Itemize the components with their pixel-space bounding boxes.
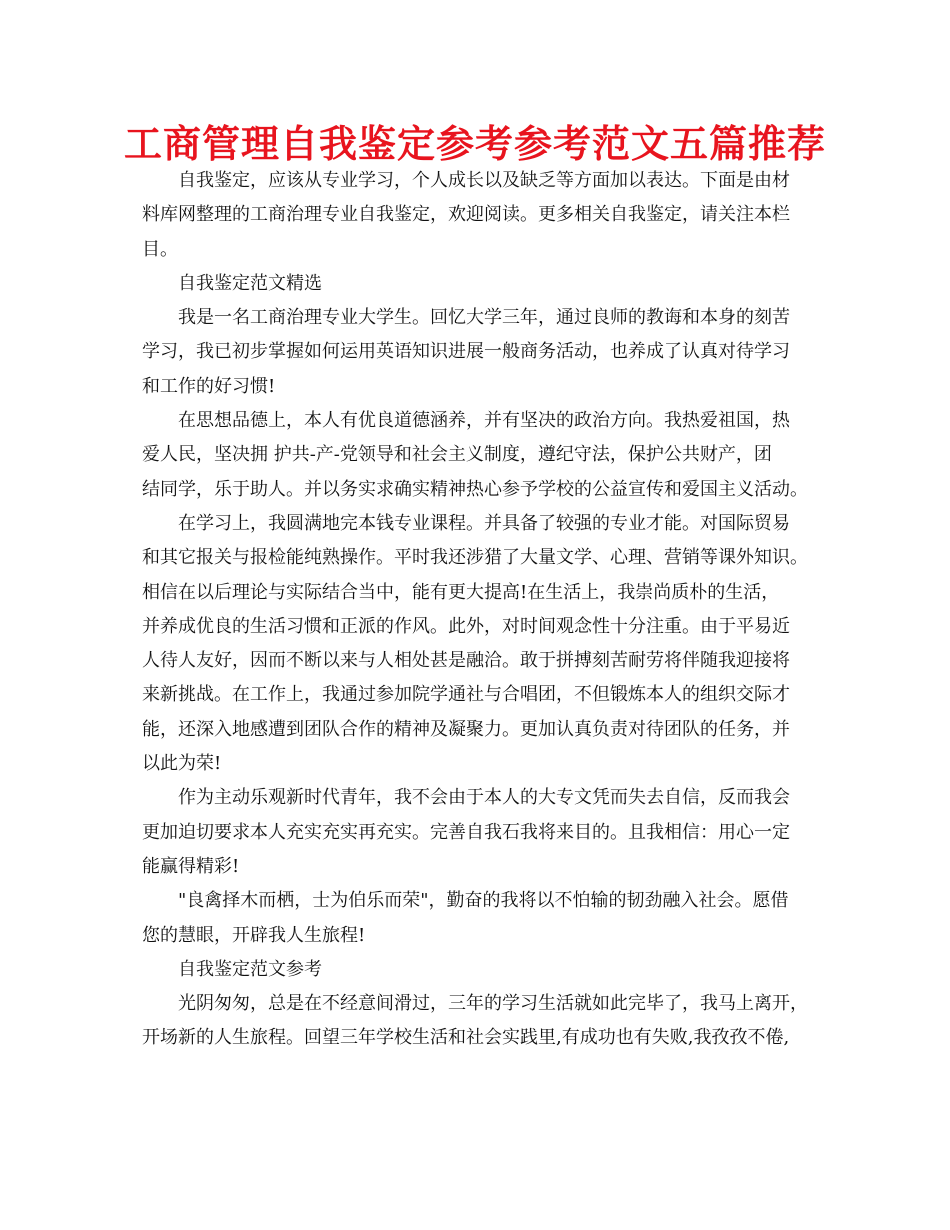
body-line: 在思想品德上，本人有优良道德涵养，并有坚决的政治方向。我热爱祖国，热 [178,410,790,432]
body-line: "良禽择木而栖，士为伯乐而荣"，勤奋的我将以不怕输的韧劲融入社会。愿借 [178,890,789,912]
body-line: 目。 [142,238,178,260]
body-line: 能赢得精彩! [142,855,240,877]
body-line: 在学习上，我圆满地完本钱专业课程。并具备了较强的专业才能。对国际贸易 [178,512,790,534]
body-line: 结同学，乐于助人。并以务实求确实精神热心参予学校的公益宣传和爱国主义活动。 [142,478,808,500]
body-line: 作为主动乐观新时代青年，我不会由于本人的大专文凭而失去自信，反而我会 [178,787,790,809]
body-line: 开场新的人生旅程。回望三年学校生活和社会实践里,有成功也有失败,我孜孜不倦, [142,1027,790,1049]
body-line: 以此为荣! [142,753,222,775]
body-line: 能，还深入地感遭到团队合作的精神及凝聚力。更加认真负责对待团队的任务，并 [142,718,790,740]
body-line: 料库网整理的工商治理专业自我鉴定，欢迎阅读。更多相关自我鉴定，请关注本栏 [142,204,790,226]
body-line: 并养成优良的生活习惯和正派的作风。此外，对时间观念性十分注重。由于平易近 [142,615,790,637]
section-heading: 自我鉴定范文参考 [178,958,322,980]
body-line: 我是一名工商治理专业大学生。回忆大学三年，通过良师的教诲和本身的刻苦 [178,307,790,329]
body-line: 自我鉴定，应该从专业学习，个人成长以及缺乏等方面加以表达。下面是由材 [178,170,790,191]
body-line: 来新挑战。在工作上，我通过参加院学通社与合唱团，不但锻炼本人的组织交际才 [142,684,790,706]
body-line: 相信在以后理论与实际结合当中，能有更大提高!在生活上，我崇尚质朴的生活， [142,581,780,603]
body-line: 人待人友好，因而不断以来与人相处甚是融洽。敢于拼搏刻苦耐劳将伴随我迎接将 [142,650,790,672]
document-title: 工商管理自我鉴定参考参考范文五篇推荐 [123,121,826,166]
body-line: 您的慧眼，开辟我人生旅程! [142,924,366,946]
document-body [142,164,812,1056]
section-heading: 自我鉴定范文精选 [178,272,322,294]
body-line: 和其它报关与报检能纯熟操作。平时我还涉猎了大量文学、心理、营销等课外知识。 [142,547,808,569]
body-line: 学习，我已初步掌握如何运用英语知识进展一般商务活动，也养成了认真对待学习 [142,341,790,363]
body-line: 光阴匆匆，总是在不经意间滑过，三年的学习生活就如此完毕了，我马上离开， [178,993,808,1015]
body-line: 和工作的好习惯! [142,375,276,397]
body-line: 更加迫切要求本人充实充实再充实。完善自我石我将来目的。且我相信：用心一定 [142,821,790,843]
body-line: 爱人民，坚决拥 护共-产-党领导和社会主义制度，遵纪守法，保护公共财产，团 [142,444,772,466]
